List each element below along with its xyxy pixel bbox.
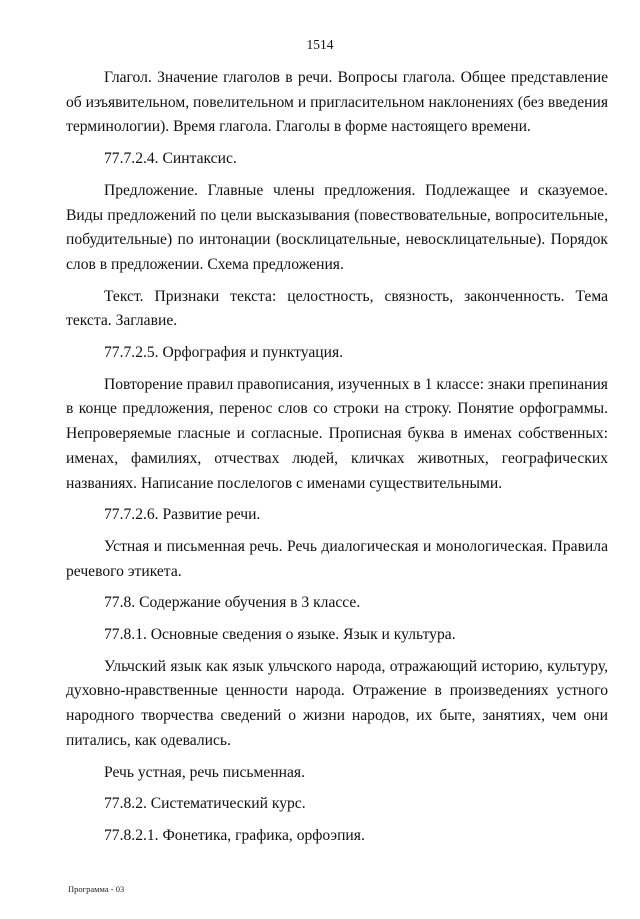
paragraph-oral-written: Речь устная, речь письменная. — [104, 763, 305, 781]
heading-orthography: 77.7.2.5. Орфография и пунктуация. — [104, 344, 344, 362]
paragraph-sentence: Предложение. Главные члены предложения. Подлежащее и сказуемое. Виды предложений по цели высказывания (повествовательные, вопросительные, побудительные) по интонации (восклицательные, невосклицательные). Порядок слов в предложении. Схема предложения. — [66, 181, 608, 273]
document-body — [66, 66, 608, 849]
paragraph-text: Текст. Признаки текста: целостность, связность, законченность. Тема текста. Заглавие. — [66, 287, 608, 330]
heading-syntax: 77.7.2.4. Синтаксис. — [104, 150, 237, 168]
paragraph-ulch-language: Ульчский язык как язык ульчского народа, отражающий историю, культуру, духовно-нравственные ценности народа. Отражение в произведениях устного народного творчества сведений о жизни народов, их быте, занятиях, чем они питались, как одевались. — [66, 657, 608, 749]
footer-label: Программа - 03 — [68, 884, 125, 894]
paragraph-spelling: Повторение правил правописания, изученных в 1 классе: знаки препинания в конце предложения, перенос слов со строки на строку. Понятие орфограммы. Непроверяемые гласные и согласные. Прописная буква в именах собственных: именах, фамилиях, отчествах людей, кличках животных, географических названиях. Написание послелогов с именами существительными. — [66, 375, 608, 492]
heading-grade-3: 77.8. Содержание обучения в 3 классе. — [104, 594, 361, 612]
heading-speech-development: 77.7.2.6. Развитие речи. — [104, 506, 261, 524]
heading-phonetics: 77.8.2.1. Фонетика, графика, орфоэпия. — [104, 826, 365, 844]
paragraph-speech: Устная и письменная речь. Речь диалогическая и монологическая. Правила речевого этикета. — [66, 537, 608, 580]
heading-systematic-course: 77.8.2. Систематический курс. — [104, 795, 306, 813]
page-number: 1514 — [306, 37, 334, 52]
paragraph-verb: Глагол. Значение глаголов в речи. Вопросы глагола. Общее представление об изъявительном, повелительном и пригласительном наклонениях (без введения терминологии). Время глагола. Глаголы в форме настоящего времени. — [66, 69, 608, 136]
heading-language-culture: 77.8.1. Основные сведения о языке. Язык и культура. — [104, 626, 456, 644]
